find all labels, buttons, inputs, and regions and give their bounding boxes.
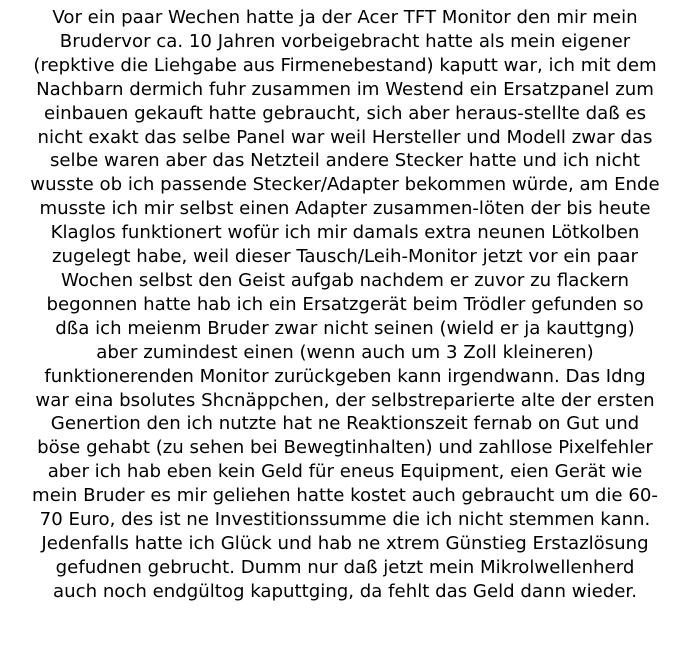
text-line: gefudnen gebrucht. Dumm nur daß jetzt mein Mikrolwellenherd [55,556,635,578]
text-line: Brudervor ca. 10 Jahren vorbeigebracht hatte als mein eigener [59,30,631,52]
text-line: (repktive die Liehgabe aus Firmenebestand) kaputt war, ich mit dem [33,54,657,76]
text-line: Vor ein paar Wechen hatte ja der Acer TFT Monitor den mir mein [52,7,638,28]
text-line: zugelegt habe, weil dieser Tausch/Leih-Monitor jetzt vor ein paar [52,246,638,268]
text-line: dßa ich meienm Bruder zwar nicht seinen (wield er ja kauttgng) [55,317,635,339]
document-page [0,6,690,664]
text-line: böse gehabt (zu sehen bei Bewegtinhalten) und zahllose Pixelfehler [37,437,653,459]
text-line: mein Bruder es mir geliehen hatte kostet auch gebraucht um die 60- [32,485,658,507]
text-line: funktionerenden Monitor zurückgeben kann irgendwann. Das Idng [44,365,646,387]
paragraph [0,6,690,604]
text-line: aber zumindest einen (wenn auch um 3 Zoll kleineren) [96,341,594,363]
text-line: nicht exakt das selbe Panel war weil Hersteller und Modell zwar das [37,126,653,148]
text-line: auch noch endgültog kaputtging, da fehlt das Geld dann wieder. [53,580,637,602]
text-line: einbauen gekauft hatte gebraucht, sich aber heraus-stellte daß es [43,102,647,124]
text-line: selbe waren aber das Netzteil andere Stecker hatte und ich nicht [49,150,641,172]
text-line: Klaglos funktionert wofür ich mir damals extra neunen Lötkolben [50,222,640,244]
text-line: Jedenfalls hatte ich Glück und hab ne xtrem Günstieg Erstazlösung [41,532,649,554]
text-line: begonnen hatte hab ich ein Ersatzgerät beim Trödler gefunden so [46,293,644,315]
text-line: wusste ob ich passende Stecker/Adapter bekommen würde, am Ende [30,174,660,196]
text-line: Genertion den ich nutzte hat ne Reaktionszeit fernab on Gut und [50,413,640,435]
text-line: musste ich mir selbst einen Adapter zusammen-löten der bis heute [39,198,651,220]
text-line: 70 Euro, des ist ne Investitionssumme die ich nicht stemmen kann. [39,509,651,531]
text-line: Nachbarn dermich fuhr zusammen im Westend ein Ersatzpanel zum [36,78,654,100]
text-line: Wochen selbst den Geist aufgab nachdem er zuvor zu flackern [61,269,629,291]
text-line: aber ich hab eben kein Geld für eneus Equipment, eien Gerät wie [47,461,643,483]
text-line: war eina bsolutes Shcnäppchen, der selbstreparierte alte der ersten [35,389,655,411]
